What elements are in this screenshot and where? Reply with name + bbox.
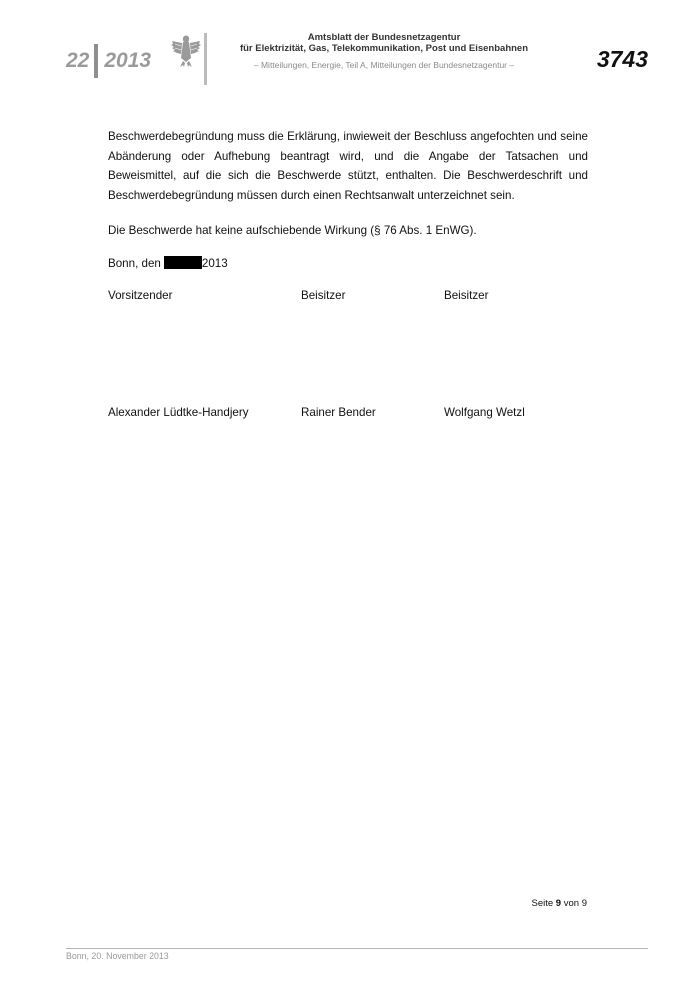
journal-title-line1: Amtsblatt der Bundesnetzagentur: [307, 32, 461, 43]
page-count-current: 9: [555, 898, 562, 909]
document-page-count: [532, 898, 588, 909]
paragraph-no-suspensive-effect: Die Beschwerde hat keine aufschiebende Wirkung (§ 76 Abs. 1 EnWG).: [108, 224, 477, 237]
signature-role-assessor-2: Beisitzer: [444, 289, 489, 302]
header-divider: [204, 33, 207, 85]
federal-eagle-logo: [170, 32, 202, 68]
journal-title: [216, 32, 552, 54]
paragraph-appeal-grounds: Beschwerdebegründung muss die Erklärung, inwieweit der Beschluss angefochten und seine Abänderung oder Aufhebung beantragt wird, und die Angabe der Tatsachen und Beweismittel, auf die sich die Beschwerde stützt, enthalten. Die Beschwerdeschrift und Beschwerdebegründung müssen durch einen Rechtsanwalt unterzeichnet sein.: [108, 130, 588, 203]
page-count-separator: von: [563, 898, 580, 909]
date-prefix: Bonn, den: [108, 257, 161, 270]
signature-role-chair: Vorsitzender: [108, 289, 173, 302]
page-number: 3743: [596, 46, 648, 72]
signature-name-assessor-2: Wolfgang Wetzl: [444, 406, 525, 419]
signature-role-assessor-1: Beisitzer: [301, 289, 346, 302]
date-year: 2013: [201, 257, 228, 270]
signature-name-chair: Alexander Lüdtke-Handjery: [108, 406, 249, 419]
page-count-prefix: Seite: [531, 898, 554, 909]
footer-date: Bonn, 20. November 2013: [66, 951, 169, 961]
redaction-box: [164, 256, 202, 269]
date-line: [108, 254, 588, 274]
journal-title-line2: für Elektrizität, Gas, Telekommunikation, Post und Eisenbahnen: [239, 43, 529, 54]
signature-name-assessor-1: Rainer Bender: [301, 406, 376, 419]
issue-divider: [94, 44, 98, 78]
issue-label: [66, 46, 151, 76]
page-count-total: 9: [581, 898, 587, 909]
issue-number: 22: [66, 49, 90, 72]
footer-rule: [66, 948, 648, 949]
issue-year: 2013: [104, 49, 152, 72]
journal-subtitle: – Mitteilungen, Energie, Teil A, Mitteilungen der Bundesnetzagentur –: [253, 60, 515, 70]
